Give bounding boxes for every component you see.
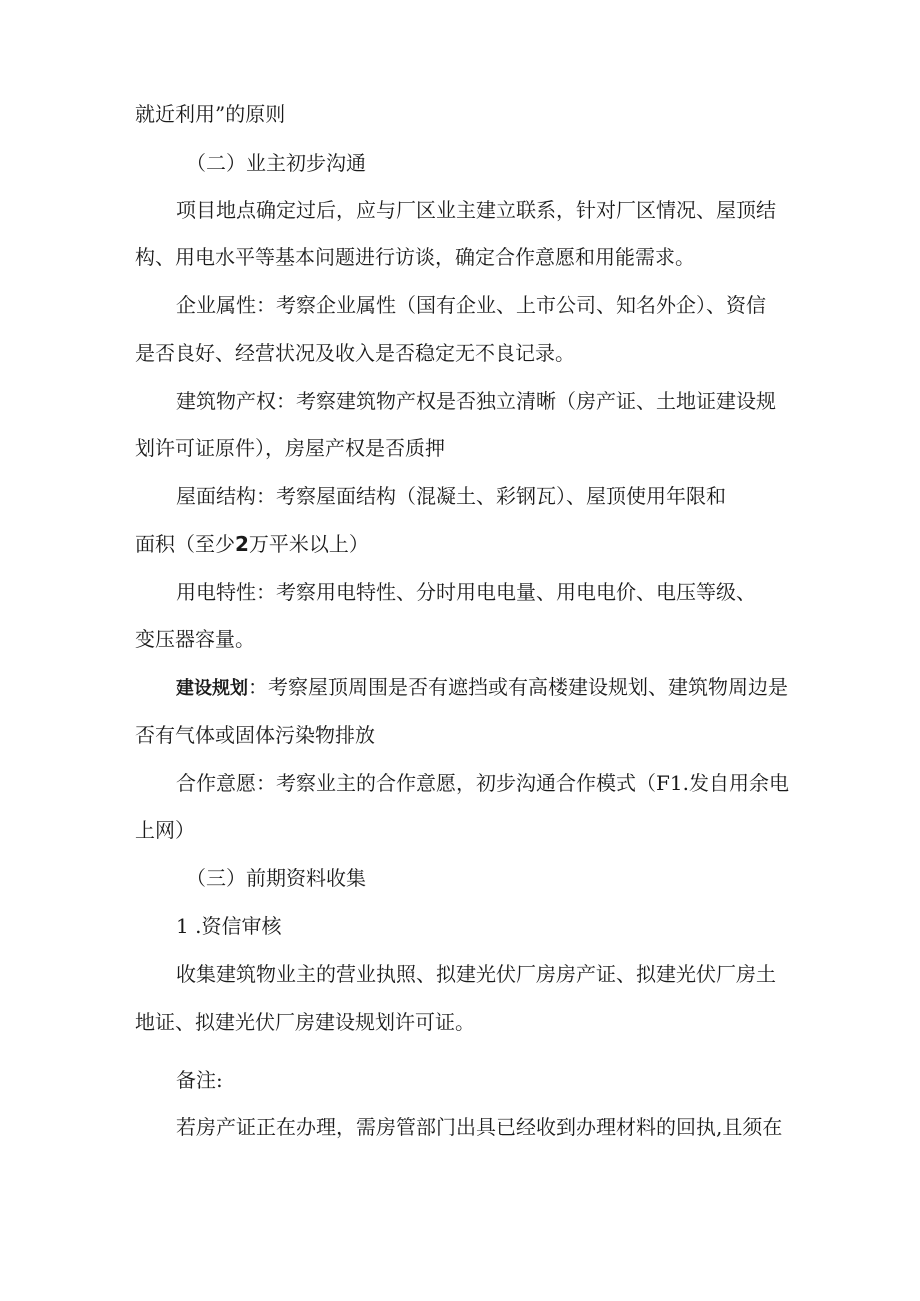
subsection-heading: 1 .资信审核 xyxy=(176,914,282,938)
text-span: ：考察屋顶周围是否有遮挡或有高楼建设规划、建筑物周边是 xyxy=(248,675,788,699)
paragraph-line: 构、用电水平等基本问题进行访谈，确定合作意愿和用能需求。 xyxy=(135,245,695,269)
paragraph-line: 用电特性：考察用电特性、分时用电电量、用电电价、电压等级、 xyxy=(176,580,756,604)
bold-term: 建设规划 xyxy=(176,678,248,699)
text-span: 面积（至少 xyxy=(135,532,235,556)
section-heading: （三）前期资料收集 xyxy=(186,866,366,890)
paragraph-line: 变压器容量。 xyxy=(135,627,255,651)
paragraph-line: 否有气体或固体污染物排放 xyxy=(135,723,375,747)
paragraph-line xyxy=(176,675,788,701)
paragraph-line: 地证、拟建光伏厂房建设规划许可证。 xyxy=(135,1010,475,1034)
paragraph-line: 若房产证正在办理，需房管部门出具已经收到办理材料的回执,且须在 xyxy=(176,1115,783,1139)
number-span: 2 xyxy=(235,532,249,556)
paragraph-line: 划许可证原件），房屋产权是否质押 xyxy=(135,436,445,460)
paragraph-line: 是否良好、经营状况及收入是否稳定无不良记录。 xyxy=(135,341,575,365)
paragraph-line: 上网） xyxy=(135,818,195,842)
paragraph-line: 建筑物产权：考察建筑物产权是否独立清晰（房产证、土地证建设规 xyxy=(176,389,776,413)
paragraph-line: 收集建筑物业主的营业执照、拟建光伏厂房房产证、拟建光伏厂房土 xyxy=(176,962,776,986)
note-label: 备注: xyxy=(176,1068,223,1092)
paragraph-line: 项目地点确定过后，应与厂区业主建立联系，针对厂区情况、屋顶结 xyxy=(176,198,776,222)
paragraph-line xyxy=(135,532,369,556)
text-span: 万平米以上） xyxy=(248,532,369,556)
paragraph-line: 企业属性：考察企业属性（国有企业、上市公司、知名外企）、资信 xyxy=(176,293,766,317)
paragraph-line: 屋面结构：考察屋面结构（混凝土、彩钢瓦）、屋顶使用年限和 xyxy=(176,484,726,508)
section-heading: （二）业主初步沟通 xyxy=(186,151,366,175)
paragraph-line: 就近利用”的原则 xyxy=(135,102,286,126)
paragraph-line: 合作意愿：考察业主的合作意愿，初步沟通合作模式（F1.发自用余电 xyxy=(176,771,789,795)
